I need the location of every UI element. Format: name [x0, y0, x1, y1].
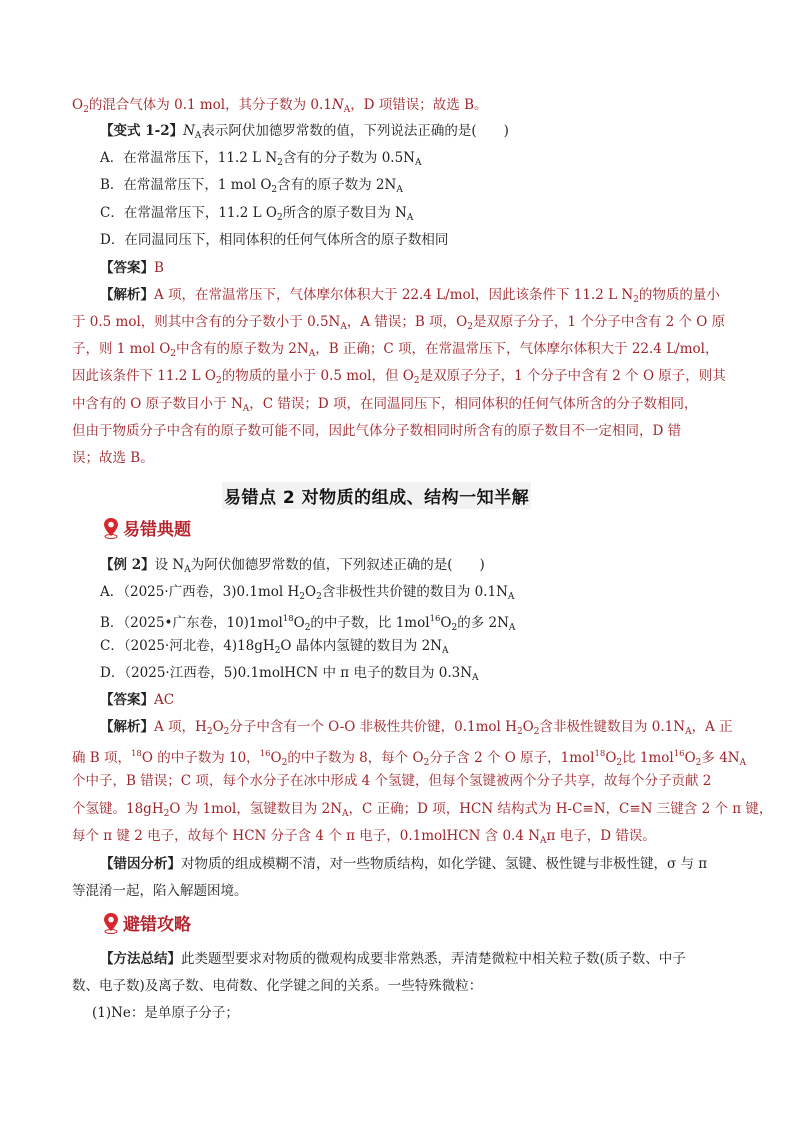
- variant-explanation-line-4: 因此该条件下 11.2 L $O_2$的物质的量小于 0.5 mol，但 $O_2$是双原子分子，1 个分子中含有 2 个 O 原子，则其: [72, 368, 726, 386]
- variant-explanation-line-3: 子，则 1 mol $O_2$中含有的原子数为 $2N_A$，B 正确；C 项，在常温常压下，气体摩尔体积大于 22.4 L/mol，: [72, 341, 719, 359]
- example-option-a: A．（2025·广西卷，3)0.1mol $H_2O_2$含非极性共价键的数目为 $0.1N_A$: [100, 584, 515, 602]
- variant-explanation-line-7: 误；故选 B。: [72, 450, 154, 466]
- example-explanation-line-5: 每个 π 键 2 电子，故每个 HCN 分子含 4 个 π 电子，0.1molHCN 含 0.4 $N_A\pi$ 电子，D 错误。: [72, 828, 656, 846]
- variant-explanation-line-6: 但由于物质分子中含有的原子数可能不同，因此气体分子数相同时所含有的原子数目不一定相同，D 错: [72, 423, 682, 439]
- example-explanation-line-3: 个中子，B 错误；C 项，每个水分子在冰中形成 4 个氢键，但每个氢键被两个分子共享，故每个分子贡献 2: [72, 773, 712, 789]
- example-answer: 【答案】AC: [100, 692, 175, 708]
- method-summary-line-2: 数、电子数)及离子数、电荷数、化学键之间的关系。一些特殊微粒：: [72, 978, 483, 994]
- location-pin-icon: [103, 517, 119, 539]
- example-option-d: D．（2025·江西卷，5)0.1molHCN 中 π 电子的数目为 $0.3N_A$: [100, 665, 479, 683]
- example-explanation-line-2: 确 B 项，$^{18}$O 的中子数为 10，$^{16}O_2$的中子数为 8，每个 $O_2$分子含 2 个 O 原子，$1mol^{18}O_2$比 $1mol^{16}O_2$多 $4N_A$: [72, 749, 747, 768]
- example-question-stem: 【例 2】设 $N_A$为阿伏伽德罗常数的值，下列叙述正确的是( ): [100, 557, 485, 575]
- typical-errors-header: [103, 515, 191, 540]
- example-option-b: B．（2025•广东卷，$10)1mol^{18}O_2$的中子数，比 $1mol^{16}O_2$的多 $2N_A$: [100, 614, 516, 633]
- method-summary-line-3: (1)Ne：是单原子分子；: [92, 1005, 239, 1021]
- variant-question-stem: 【变式 1-2】$N_A$表示阿伏加德罗常数的值，下列说法正确的是( ): [100, 123, 509, 141]
- example-explanation-line-4: 个氢键。$18gH_2O$ 为 1mol，氢键数目为 $2N_A$，C 正确；D 项，HCN 结构式为 H-C≡N，C≡N 三键含 2 个 π 键，: [72, 801, 773, 819]
- location-pin-icon: [103, 912, 119, 934]
- prev-explanation-tail: $O_2$的混合气体为 0.1 mol，其分子数为 $0.1N_A$，D 项错误；故选 B。: [72, 97, 488, 115]
- error-cause-line-1: 【错因分析】对物质的组成模糊不清，对一些物质结构，如化学键、氢键、极性键与非极性键，σ 与 π: [100, 856, 708, 872]
- variant-option-b: B．在常温常压下，1 mol $O_2$含有的原子数为 $2N_A$: [100, 177, 403, 195]
- section-title: 易错点 2 对物质的组成、结构一知半解: [222, 482, 531, 509]
- example-explanation-line-1: 【解析】A 项，$H_2O_2$分子中含有一个 O-O 非极性共价键，0.1mol $H_2O_2$含非极性键数目为 $0.1N_A$，A 正: [100, 719, 733, 737]
- method-summary-line-1: 【方法总结】此类题型要求对物质的微观构成要非常熟悉，弄清楚微粒中相关粒子数(质子数、中子: [100, 951, 686, 967]
- avoid-errors-header: [103, 910, 191, 935]
- variant-option-d: D．在同温同压下，相同体积的任何气体所含的原子数相同: [100, 232, 449, 248]
- variant-explanation-line-5: 中含有的 O 原子数目小于 $N_A$，C 错误；D 项，在同温同压下，相同体积的任何气体所含的分子数相同，: [72, 396, 698, 414]
- variant-option-c: C．在常温常压下，11.2 L $O_2$所含的原子数目为 $N_A$: [100, 205, 414, 223]
- error-cause-line-2: 等混淆一起，陷入解题困境。: [72, 883, 248, 899]
- variant-explanation-line-1: 【解析】A 项，在常温常压下，气体摩尔体积大于 22.4 L/mol，因此该条件下 11.2 L $N_2$的物质的量小: [100, 287, 720, 305]
- header-label: 易错典题: [123, 520, 191, 540]
- variant-answer: 【答案】B: [100, 260, 164, 276]
- header-label: 避错攻略: [123, 915, 191, 935]
- variant-option-a: A．在常温常压下，11.2 L $N_2$含有的分子数为 $0.5N_A$: [100, 150, 422, 168]
- variant-explanation-line-2: 于 0.5 mol，则其中含有的分子数小于 $0.5N_A$，A 错误；B 项，$O_2$是双原子分子，1 个分子中含有 2 个 O 原: [72, 314, 726, 332]
- example-option-c: C．（2025·河北卷，$4)18gH_2O$ 晶体内氢键的数目为 $2N_A$: [100, 638, 449, 656]
